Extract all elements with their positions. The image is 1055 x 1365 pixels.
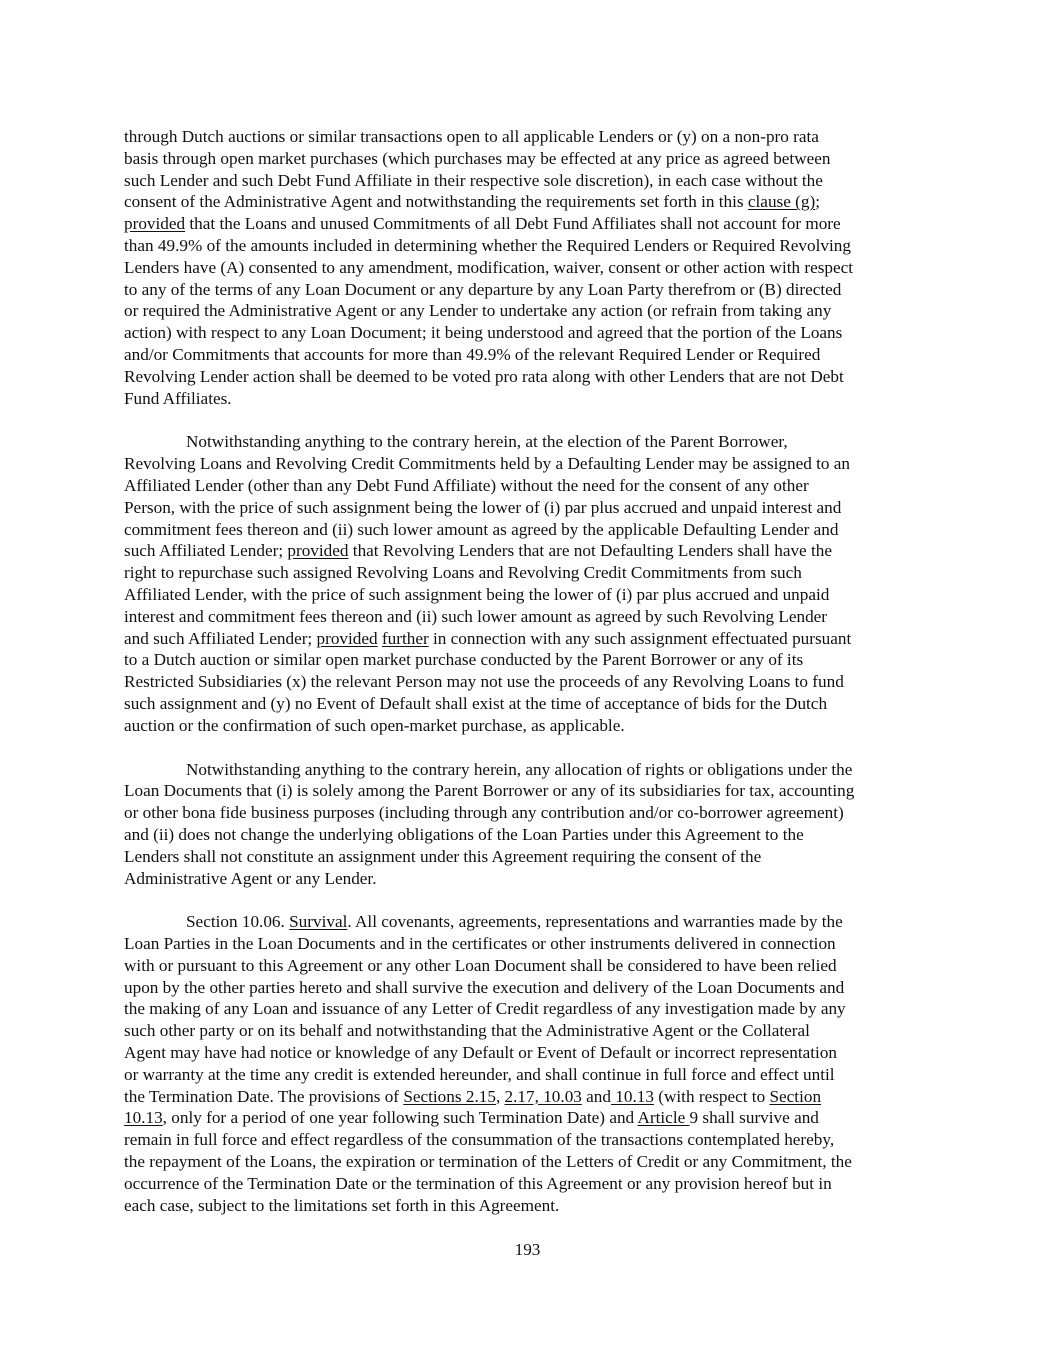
paragraph-text: Notwithstanding anything to the contrary herein, at the election of the Parent Borrower, Revolving Loans and Revolving Credit Commitments held by a Defaulting Lender may be assigned to an Affiliated Lender (other than any Debt Fund Affiliate) without the need for the consent of any other Person, with the price of such assignment being the lower of (i) par plus accrued and unpaid interest and commitment fees thereon and (ii) such lower amount as agreed by the applicable Defaulting Lender and such Affiliated Lender; bbox=[124, 432, 851, 561]
paragraph-text: (with respect to bbox=[653, 1086, 770, 1106]
provided-term: provided bbox=[316, 628, 378, 648]
paragraph-text: through Dutch auctions or similar transactions open to all applicable Lenders or (y) on a non-pro rata basis through open market purchases (which purchases may be effected at any price as agreed between such Lender and such Debt Fund Affiliate in their respective sole discretion), in each case without the consent of the Administrative Agent and notwithstanding the requirements set forth in this bbox=[124, 127, 831, 212]
article-reference: Article bbox=[637, 1108, 690, 1128]
page-number: 193 bbox=[514, 1240, 541, 1259]
provided-term: provided bbox=[124, 214, 186, 234]
paragraph-defaulting-lender-assignment bbox=[124, 431, 936, 736]
section-reference: 10.13 bbox=[611, 1086, 654, 1106]
document-page bbox=[124, 126, 936, 1238]
section-reference: Section 10.13 bbox=[124, 1086, 822, 1128]
provided-term: provided bbox=[287, 541, 349, 561]
paragraph-text: , only for a period of one year following such Termination Date) and bbox=[162, 1108, 638, 1128]
section-reference: Sections 2.15 bbox=[403, 1086, 496, 1106]
section-10-06-survival bbox=[124, 911, 936, 1216]
paragraph-debt-fund-affiliates bbox=[124, 126, 936, 409]
section-title: Survival bbox=[289, 912, 348, 932]
paragraph-text: 9 shall survive and remain in full force and effect regardless of the consummation of the transactions contemplated hereby, the repayment of the Loans, the expiration or termination of the Letters of Credit or any Commitment, the occurrence of the Termination Date or the termination of this Agreement or any provision hereof but in each case, subject to the limitations set forth in this Agreement. bbox=[124, 1108, 852, 1215]
section-number: Section 10.06. bbox=[186, 912, 290, 932]
section-reference: 2.17, 10.03 bbox=[504, 1086, 582, 1106]
further-term: further bbox=[381, 628, 429, 648]
paragraph-text: that the Loans and unused Commitments of all Debt Fund Affiliates shall not account for more than 49.9% of the amounts included in determining whether the Required Lenders or Required Revolving Lenders have (A) consented to any amendment, modification, waiver, consent or other action with respect to any of the terms of any Loan Document or any departure by any Loan Party therefrom or (B) directed or required the Administrative Agent or any Lender to undertake any action (or refrain from taking any action) with respect to any Loan Document; it being understood and agreed that the portion of the Loans and/or Commitments that accounts for more than 49.9% of the relevant Required Lender or Required Revolving Lender action shall be deemed to be voted pro rata along with other Lenders that are not Debt Fund Affiliates. bbox=[124, 214, 854, 408]
paragraph-text: Notwithstanding anything to the contrary herein, any allocation of rights or obligations under the Loan Documents that (i) is solely among the Parent Borrower or any of its subsidiaries for tax, accounting or other bona fide business purposes (including through any contribution and/or co-borrower agreement) and (ii) does not change the underlying obligations of the Loan Parties under this Agreement to the Lenders shall not constitute an assignment under this Agreement requiring the consent of the Administrative Agent or any Lender. bbox=[124, 759, 855, 888]
paragraph-allocation-of-rights bbox=[124, 759, 936, 890]
paragraph-text: . All covenants, agreements, representations and warranties made by the Loan Parties in the Loan Documents and in the certificates or other instruments delivered in connection with or pursuant to this Agreement or any other Loan Document shall be considered to have been relied upon by the other parties hereto and shall survive the execution and delivery of the Loan Documents and the making of any Loan and issuance of any Letter of Credit regardless of any investigation made by any such other party or on its behalf and notwithstanding that the Administrative Agent or the Collateral Agent may have had notice or knowledge of any Default or Event of Default or incorrect representation or warranty at the time any credit is extended hereunder, and shall continue in full force and effect until the Termination Date. The provisions of bbox=[124, 912, 846, 1106]
paragraph-text: , bbox=[495, 1086, 505, 1106]
paragraph-text: that Revolving Lenders that are not Defaulting Lenders shall have the right to repurchase such assigned Revolving Loans and Revolving Credit Commitments from such Affiliated Lender, with the price of such assignment being the lower of (i) par plus accrued and unpaid interest and commitment fees thereon and (ii) such lower amount as agreed by such Revolving Lender and such Affiliated Lender; bbox=[124, 541, 832, 648]
paragraph-text: in connection with any such assignment effectuated pursuant to a Dutch auction or similar open market purchase conducted by the Parent Borrower or any of its Restricted Subsidiaries (x) the relevant Person may not use the proceeds of any Revolving Loans to fund such assignment and (y) no Event of Default shall exist at the time of acceptance of bids for the Dutch auction or the confirmation of such open-market purchase, as applicable. bbox=[124, 628, 852, 735]
paragraph-text: ; bbox=[815, 192, 820, 212]
paragraph-text: and bbox=[581, 1086, 611, 1106]
clause-reference: clause (g) bbox=[747, 192, 816, 212]
